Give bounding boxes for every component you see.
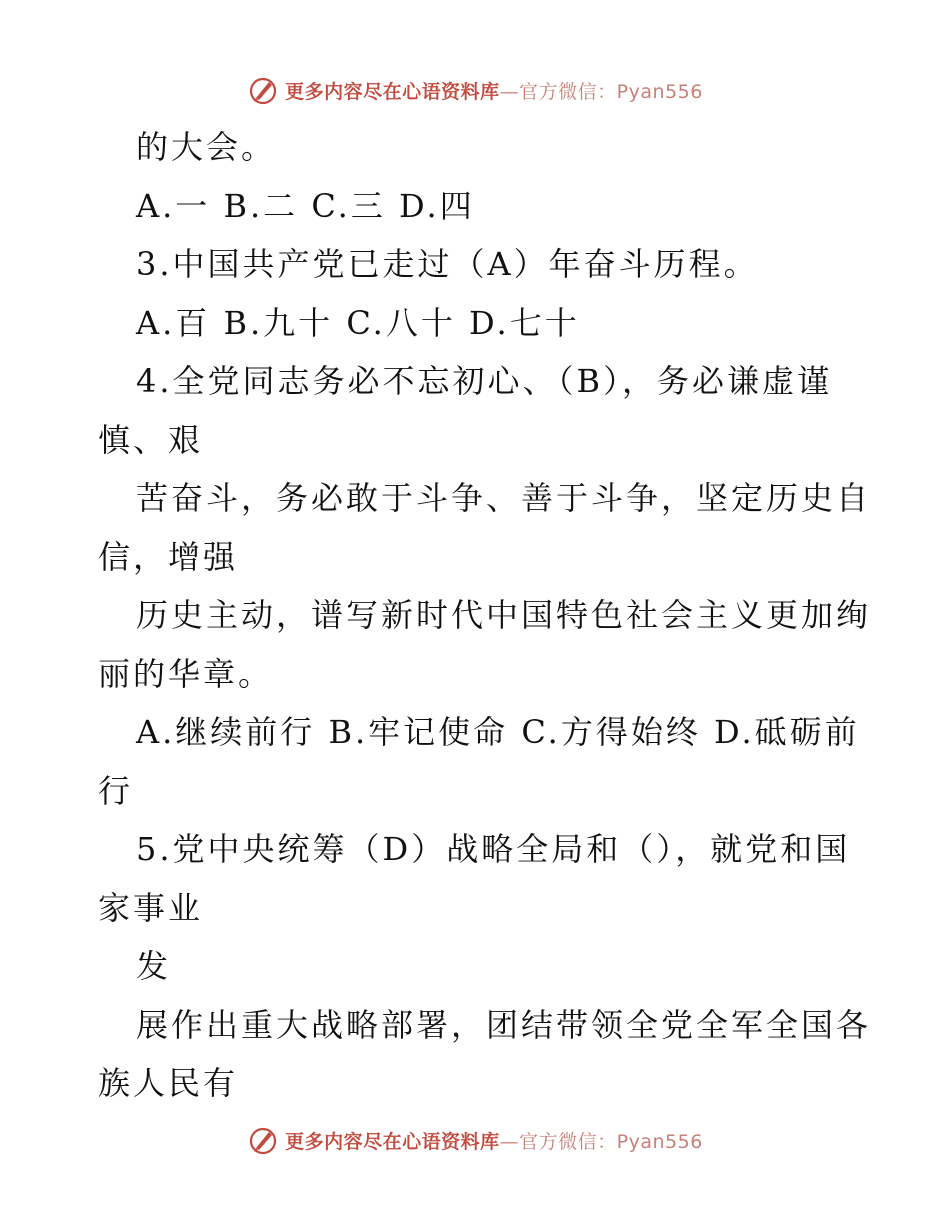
text-line: 丽的华章。 — [98, 654, 274, 693]
text-line: 家事业 — [98, 888, 204, 927]
quill-pen-logo-icon — [247, 74, 279, 106]
options-line: A.百 B.九十 C.八十 D.七十 — [136, 303, 580, 342]
text-line: 的大会。 — [136, 128, 277, 166]
footer-watermark — [0, 1120, 950, 1160]
question-5: 5.党中央统筹（D）战略全局和（），就党和国 — [136, 830, 851, 868]
watermark-separator: — — [499, 1130, 520, 1153]
options-line: A.一 B.二 C.三 D.四 — [136, 186, 475, 225]
watermark-text — [285, 77, 703, 104]
watermark-main: 更多内容尽在心语资料库 — [285, 1130, 500, 1153]
text-line: 行 — [98, 771, 134, 810]
quill-pen-logo-icon — [247, 1124, 279, 1156]
header-watermark — [0, 70, 950, 110]
watermark-separator: — — [499, 80, 520, 103]
document-body — [98, 118, 872, 1113]
text-line: 历史主动，谱写新时代中国特色社会主义更加绚 — [136, 596, 872, 634]
text-line: 慎、艰 — [98, 420, 204, 459]
watermark-text — [285, 1127, 703, 1154]
options-line: A.继续前行 B.牢记使命 C.方得始终 D.砥砺前 — [136, 713, 860, 751]
text-line: 信，增强 — [98, 537, 239, 576]
text-line: 苦奋斗，务必敢于斗争、善于斗争，坚定历史自 — [136, 479, 872, 517]
watermark-main: 更多内容尽在心语资料库 — [285, 80, 500, 103]
text-line: 族人民有 — [98, 1064, 239, 1102]
watermark-contact: 官方微信：Pyan556 — [519, 1130, 703, 1153]
question-4: 4.全党同志务必不忘初心、（B），务必谦虚谨 — [136, 362, 833, 400]
text-line: 发 — [136, 947, 172, 985]
watermark-contact: 官方微信：Pyan556 — [519, 80, 703, 103]
text-line: 展作出重大战略部署，团结带领全党全军全国各 — [136, 1005, 872, 1044]
question-3: 3.中国共产党已走过（A）年奋斗历程。 — [136, 245, 759, 283]
